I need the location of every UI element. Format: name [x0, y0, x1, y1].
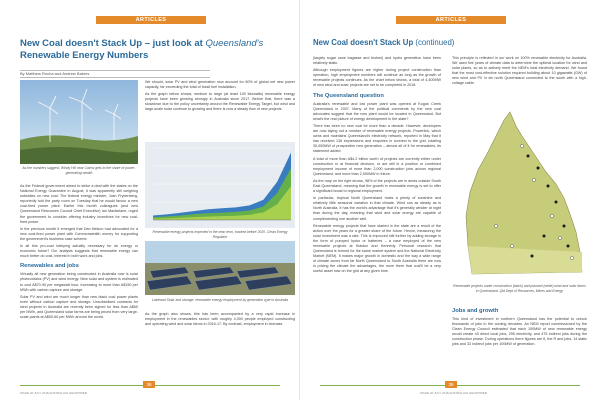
title-continued: (continued) [413, 38, 455, 47]
chart-svg [145, 142, 295, 228]
page-number: 38 [143, 381, 155, 388]
footer-note: ISSUE 20 JULY 2018 AUSTRALIAN GEOPOWER [420, 391, 487, 395]
paragraph: In the previous month it emerged that Dan Nelson had advocated for a new coal-fired power plant with Commonwealth money for supporting the government's business case scheme. [20, 226, 138, 241]
paragraph: There has been no new coal for more than a decade. However, developers are now laying out a number of renewable energy projects. Powerlink, which owns and maintains Queensland's electricity network, reported in May that it has received 136 expressions and enquiries in connect to the grid, totalling 30,000MW of prospective new generation – almost all of it for renewables, its statement added. [313, 123, 441, 154]
photo2-caption: Lakeland Solar and storage, renewable energy employment by generation type in Australia [151, 298, 289, 302]
paragraph: Australia's renewable and low power plant was opened at Kogan Creek Queensland in 2007. Many of the political comments by the new coal advocates suggest that the new plant would be located in Queensland. But what's the real picture of energy development in the state? [313, 101, 441, 121]
title-place: Queensland's [205, 38, 264, 49]
footer-note: ISSUE 20 JULY 2018 AUSTRALIAN GEOPOWER [20, 391, 87, 395]
map-caption: Renewable projects under construction (black) and planned (white) wind and solar farms in Queensland. Qld Dept of Resources, Mines and Energy [453, 284, 586, 293]
photo1-caption: As the numbers suggest, Windy Hill near Cairns gets to the share of power-generating wealth [22, 166, 136, 175]
page-number: 39 [445, 381, 457, 388]
paragraph: This principle is reflected in our work on 100% renewable electricity for Australia. We used five years of climate data to determine the optimal location for wind and solar plants, so as to actively meet the NEM's total electricity demand. We found that the most cost-effective solution required building about 10 gigawatts (GW) of new wind and PV in far north Queensland connected to the south with a high-voltage cable. [452, 56, 587, 86]
chart-caption: Renewable energy projects expected in the near term, tracked before 2020. Clean Energy Regulator [152, 230, 288, 239]
renewable-projects-chart [145, 142, 295, 228]
paragraph: Is all this pro-coal lobbying actually necessary for an energy or economic future? Our analysis suggests that renewable energy can much better do cost, interest in both work and jobs. [20, 244, 138, 259]
paragraph: As the graph below shows, medium to large (at least 100 kilowatts) renewable energy projects have been growing strongly in Australia since 2017. Before that, there was a slowdown due to the policy uncertainty around the Renewable Energy Target, but wind and large-scale solar continue to growing and there is now a steady flow of new projects. [145, 92, 295, 112]
section-tab: ARTICLES [96, 16, 206, 24]
left-column-2-bottom [145, 312, 295, 329]
paragraph: In particular, tropical North Queensland hosts a plenty of sunshine and relatively little seasonal variation in that climate. Wind can as steady as is North Australia, it has the world's advantage that it's generally windier at night than during the day, meaning that wind and solar energy are capable of complementing one another well. [313, 196, 441, 221]
left-column-2-top [145, 80, 295, 115]
section-heading: Renewables and jobs [20, 263, 79, 270]
wind-farm-photo [20, 80, 138, 164]
right-column-2-bottom [452, 304, 587, 350]
paragraph: A total of more than A$4.2 billion worth of projects are currently either under construction or at financial decision, or are still in a position or combined employment income of more than 2,000 construction jobs across regional Queensland, and more than 2,000MW in future. [313, 156, 441, 176]
solar-farm-photo [145, 241, 295, 295]
paragraph: Virtually all new generation being constructed in Australia now is solar photovoltaics (PV) and wind energy. New solar and system is estimated to cost A$70-90 per megawatt hour, increasing to more than A$150 per MWh with carbon capture and storage. [20, 272, 138, 292]
section-tab: ARTICLES [396, 16, 506, 24]
paragraph: This kind of investment in northern Queensland has the potential to unlock thousands of jobs in the coming decades. An NEM report commissioned by the Clean Energy Council estimated that each 100MW of new renewable energy would create 40 direct local jobs, 295 electricity, and 475 indirect jobs during the construction phase. During operations there figures are 6, the R and jobs, 14 static jobs and 33 indirect jobs per 100MW of generation. [452, 317, 587, 347]
paragraph: (largely sugar cane bagasse and biofuel) and hydro generation have been relatively static. [313, 56, 441, 66]
right-column-2-top [452, 56, 587, 89]
paragraph: As the Federal government aimed to strike a deal with the states on the National Energy Guarantee in August, it was apparently still weighing subsidies on new coal. The federal energy minister, Josh Frydenberg, reportedly told the party room on Tuesday that he would favour a new coal-fired power plant. Earlier this month colleagues (and new Queensland Resources Council Chief Executive) Ian Macfarlane, urged the government to consider offering industry incentives for new coal-fired power. [20, 184, 138, 224]
byline: By Matthew Rocha and Andrew Bakers [20, 70, 210, 78]
queensland-projects-map [452, 106, 587, 282]
section-heading: The Queensland question [313, 92, 384, 99]
right-page [300, 0, 600, 400]
paragraph: We should, solar PV and wind generation now account for 60% of global net new power capacity, far exceeding the total of fossil fuel installation. [145, 80, 295, 90]
paragraph: Solar PV and wind are much longer than new black coal power plants even without carbon capture and storage. Unsubsidised contracts for wind projects in Australia are recently been signed for less than A$60 per MWh, and Queensland solar farms are being priced from very large-scale plants at A$50-60 per MWh around the world. [20, 294, 138, 320]
section-heading: Jobs and growth [452, 308, 499, 314]
article-title [20, 38, 290, 62]
paragraph: Although employment figures are higher during project construction than operation, high employment numbers will continue as long as the growth of renewable projects continues. As the chart below shows, a total of 4,400MW of new wind and solar projects are set to be completed in 2018. [313, 68, 441, 88]
continued-title [313, 38, 593, 47]
paragraph: As the graph also shows, this has been accompanied by a very rapid increase in employment in the renewables sector, with roughly 4,000 people employed constructing and operating wind and solar farms in 2016-17. By contrast, employment in biomass [145, 312, 295, 327]
paragraph: As the map on the right shows, 98% of the projects are in areas outside South East Queensland, meaning that the growth in renewable energy is set to offer a significant boost to regional employment. [313, 178, 441, 194]
title-rest: Renewable Energy Numbers [20, 50, 149, 61]
paragraph: Renewable energy projects that have started in the state are a result of the action over the years for a greater share of the future. Hence, measuring the solar investment was a rate. This is improved still further by adding storage in the form of pumped hydro or batteries – a case employed of the new renewable projects at Kidston and Kennedy. Personal research that Queensland is formed for the same market system and the National Electricity Market (NEM). It makes major growth in domestic and the way a wide range of climate zones from far North Queensland to South Australia there are now in pricing the climate the advantages, the more there that coal'll be a very useful asset now on the grid at any given time. [313, 223, 441, 274]
title-main: New Coal doesn't Stack Up – just look at [20, 38, 206, 49]
right-column-1 [313, 56, 441, 277]
title-main: New Coal doesn't Stack Up [313, 38, 414, 47]
left-column-1 [20, 184, 138, 322]
